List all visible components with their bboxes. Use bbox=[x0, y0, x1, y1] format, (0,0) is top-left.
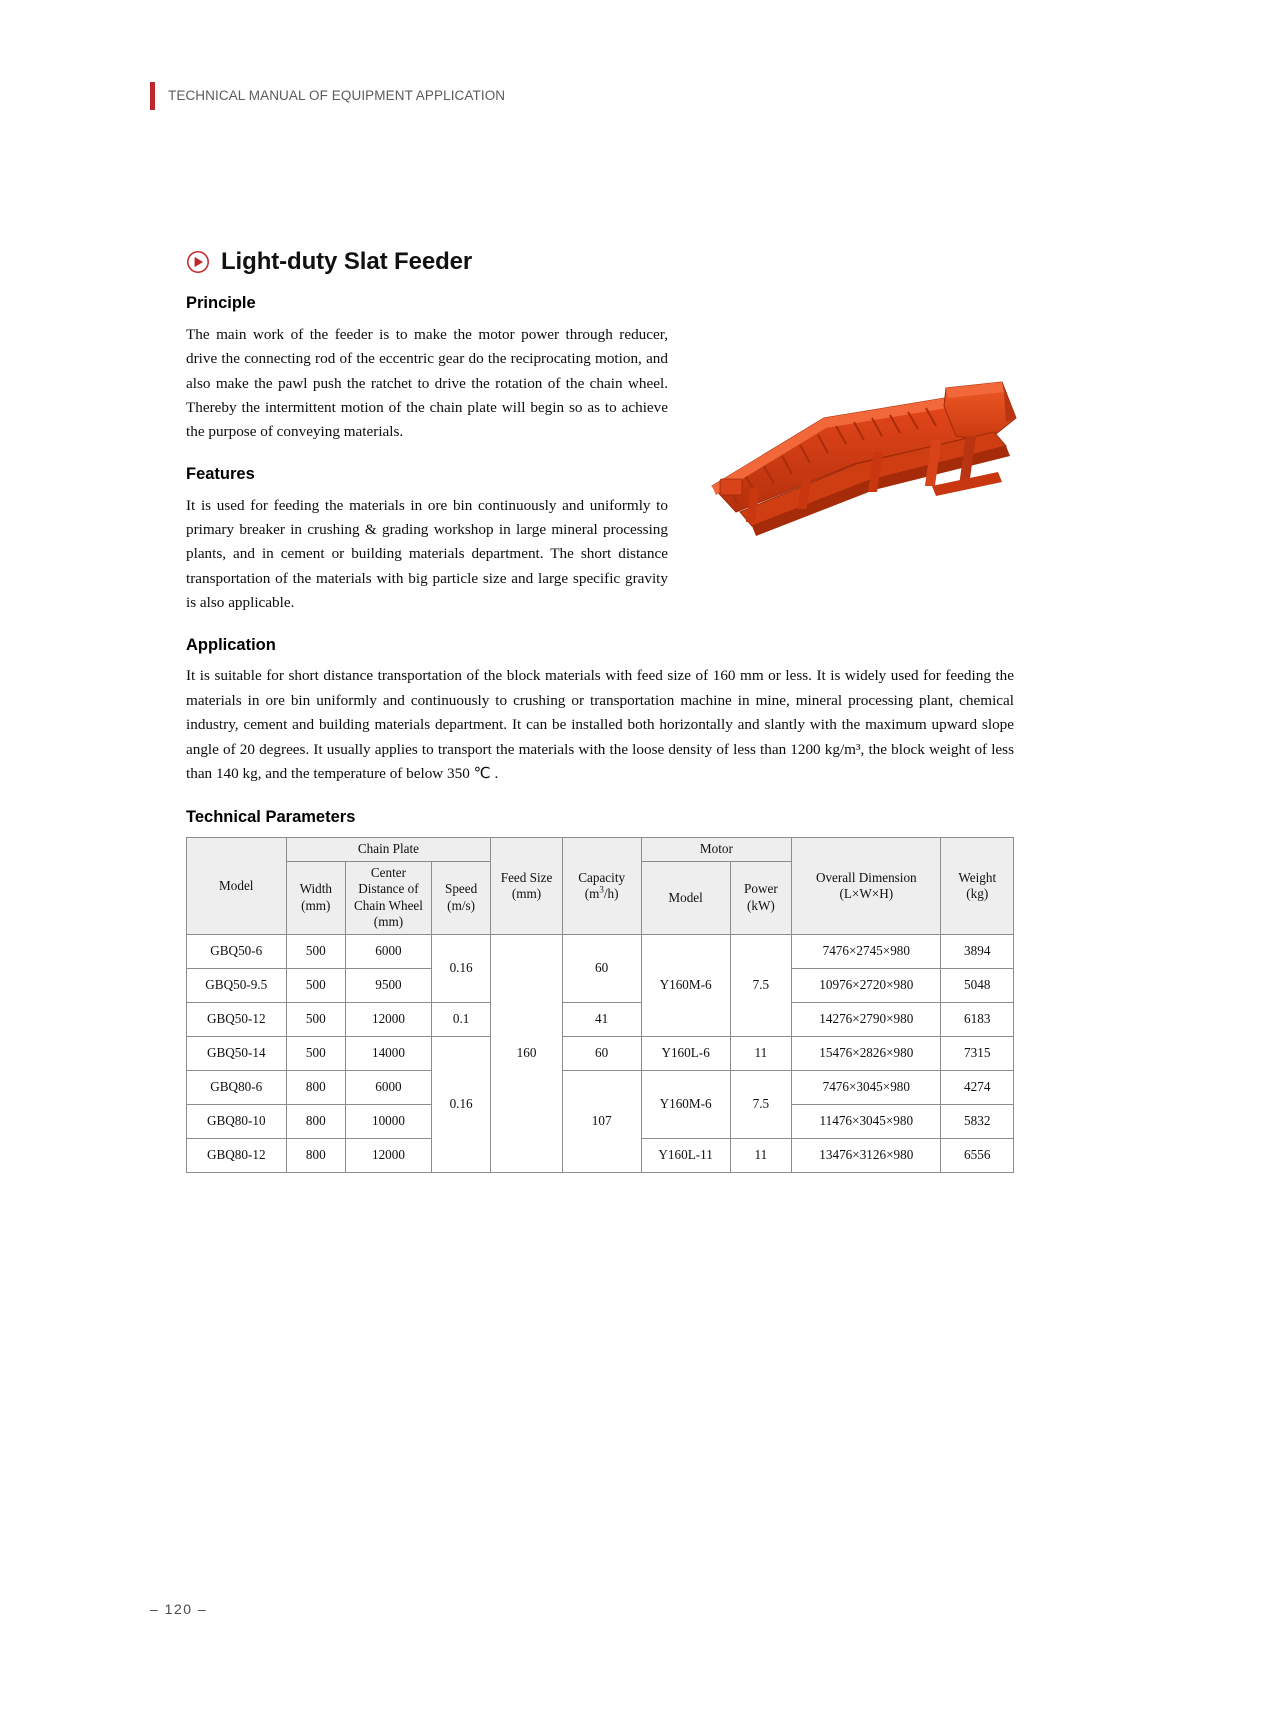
cell-center-distance: 6000 bbox=[346, 934, 432, 968]
cell-weight: 7315 bbox=[941, 1036, 1014, 1070]
section-body-application: It is suitable for short distance transportation of the block materials with feed size of 160 mm or less. It is widely used for feeding the materials in ore bin uniformly and continuously to crushing or transportation machine in mine, mineral processing plant, chemical industry, cement and building materials department. It can be installed both horizontally and slantly with the maximum upward slope angle of 20 degrees. It usually applies to transport the materials with the loose density of less than 1200 kg/m³, the block weight of less than 140 kg, and the temperature of below 350 ℃ . bbox=[186, 667, 1014, 783]
cell-dimension: 11476×3045×980 bbox=[792, 1104, 941, 1138]
cell-model: GBQ50-6 bbox=[187, 934, 287, 968]
cell-center-distance: 12000 bbox=[346, 1002, 432, 1036]
header-center-line3: Chain Wheel bbox=[353, 897, 423, 913]
header-model: Model bbox=[187, 838, 287, 935]
header-center-line1: Center bbox=[370, 864, 407, 880]
header-capacity bbox=[562, 838, 641, 935]
table-row bbox=[187, 1070, 1014, 1104]
header-dimension-line1: Overall Dimension bbox=[815, 869, 917, 885]
cell-speed: 0.1 bbox=[431, 1002, 491, 1036]
running-header-title: TECHNICAL MANUAL OF EQUIPMENT APPLICATION bbox=[168, 88, 506, 103]
running-header bbox=[150, 82, 505, 110]
table-body bbox=[187, 934, 1014, 1172]
page-number-footer: – 120 – bbox=[150, 1601, 208, 1617]
table-header-row-groups bbox=[187, 838, 1014, 862]
cell-weight: 6556 bbox=[941, 1138, 1014, 1172]
cell-model: GBQ80-12 bbox=[187, 1138, 287, 1172]
header-speed-line2: (m/s) bbox=[447, 897, 476, 913]
cell-capacity: 60 bbox=[562, 1036, 641, 1070]
cell-power: 11 bbox=[730, 1036, 792, 1070]
circle-arrow-right-icon bbox=[186, 250, 210, 274]
section-heading-application: Application bbox=[186, 635, 276, 654]
header-width-line1: Width bbox=[299, 881, 333, 897]
header-capacity-line1: Capacity bbox=[578, 869, 626, 885]
cell-width: 800 bbox=[286, 1104, 346, 1138]
page-content bbox=[186, 250, 1014, 1173]
cell-motor-model: Y160M-6 bbox=[641, 934, 730, 1036]
header-power-line1: Power bbox=[744, 881, 778, 897]
section-body-features: It is used for feeding the materials in ore bin continuously and uniformly to primary breaker in crushing & grading workshop in large mineral processing plants, and in cement or building materials department. The short distance transportation of the materials with big particle size and large specific gravity is also applicable. bbox=[186, 496, 668, 612]
cell-center-distance: 12000 bbox=[346, 1138, 432, 1172]
cell-weight: 4274 bbox=[941, 1070, 1014, 1104]
header-overall-dimension bbox=[792, 838, 941, 935]
header-center-distance-of-chain-wheel bbox=[346, 861, 432, 934]
cell-center-distance: 6000 bbox=[346, 1070, 432, 1104]
cell-weight: 3894 bbox=[941, 934, 1014, 968]
cell-power: 11 bbox=[730, 1138, 792, 1172]
header-group-chain-plate: Chain Plate bbox=[286, 838, 491, 862]
cell-weight: 5048 bbox=[941, 968, 1014, 1002]
header-center-line4: (mm) bbox=[373, 914, 404, 930]
header-width-line2: (mm) bbox=[301, 897, 331, 913]
header-feed-size bbox=[491, 838, 562, 935]
header-center-line2: Distance of bbox=[358, 881, 419, 897]
header-motor-power bbox=[730, 861, 792, 934]
section-application bbox=[186, 636, 1014, 787]
cell-power: 7.5 bbox=[730, 934, 792, 1036]
header-dimension-line2: (L×W×H) bbox=[839, 886, 894, 902]
table-header bbox=[187, 838, 1014, 935]
header-speed bbox=[431, 861, 491, 934]
cell-model: GBQ50-9.5 bbox=[187, 968, 287, 1002]
header-motor-model: Model bbox=[641, 861, 730, 934]
header-weight-line2: (kg) bbox=[966, 886, 989, 902]
cell-width: 500 bbox=[286, 1002, 346, 1036]
cell-dimension: 10976×2720×980 bbox=[792, 968, 941, 1002]
cell-center-distance: 9500 bbox=[346, 968, 432, 1002]
cell-capacity: 60 bbox=[562, 934, 641, 1002]
header-capacity-unit: $(m^3/h)$ bbox=[584, 884, 619, 902]
cell-dimension: 13476×3126×980 bbox=[792, 1138, 941, 1172]
cell-center-distance: 14000 bbox=[346, 1036, 432, 1070]
cell-width: 500 bbox=[286, 968, 346, 1002]
cell-width: 500 bbox=[286, 934, 346, 968]
cell-weight: 6183 bbox=[941, 1002, 1014, 1036]
cell-model: GBQ80-6 bbox=[187, 1070, 287, 1104]
cell-weight: 5832 bbox=[941, 1104, 1014, 1138]
header-accent-rule bbox=[150, 82, 155, 110]
page-title-text: Light-duty Slat Feeder bbox=[221, 248, 473, 275]
cell-power: 7.5 bbox=[730, 1070, 792, 1138]
cell-motor-model: Y160M-6 bbox=[641, 1070, 730, 1138]
cell-speed: 0.16 bbox=[431, 934, 491, 1002]
cell-width: 500 bbox=[286, 1036, 346, 1070]
cell-feed-size: 160 bbox=[491, 934, 562, 1172]
page-title bbox=[186, 250, 1014, 274]
cell-width: 800 bbox=[286, 1070, 346, 1104]
section-heading-technical-parameters: Technical Parameters bbox=[186, 808, 356, 827]
table-row bbox=[187, 1002, 1014, 1036]
header-weight bbox=[941, 838, 1014, 935]
header-weight-line1: Weight bbox=[958, 869, 997, 885]
table-row bbox=[187, 934, 1014, 968]
cell-model: GBQ80-10 bbox=[187, 1104, 287, 1138]
header-feed-size-line2: (mm) bbox=[511, 886, 542, 902]
cell-motor-model: Y160L-6 bbox=[641, 1036, 730, 1070]
cell-speed: 0.16 bbox=[431, 1036, 491, 1172]
header-power-line2: (kW) bbox=[746, 897, 775, 913]
table-row bbox=[187, 1036, 1014, 1070]
technical-parameters-table bbox=[186, 837, 1014, 1173]
cell-dimension: 15476×2826×980 bbox=[792, 1036, 941, 1070]
header-speed-line1: Speed bbox=[444, 881, 478, 897]
cell-dimension: 7476×2745×980 bbox=[792, 934, 941, 968]
section-principle bbox=[186, 294, 668, 445]
cell-width: 800 bbox=[286, 1138, 346, 1172]
section-body-principle: The main work of the feeder is to make the motor power through reducer, drive the connecting rod of the eccentric gear do the reciprocating motion, and also make the pawl push the ratchet to drive the rotation of the chain wheel. Thereby the intermittent motion of the chain plate will begin so as to achieve the purpose of conveying materials. bbox=[186, 325, 668, 441]
header-chain-plate-width bbox=[286, 861, 346, 934]
section-heading-features: Features bbox=[186, 464, 255, 483]
cell-model: GBQ50-12 bbox=[187, 1002, 287, 1036]
light-duty-slat-feeder-photo bbox=[694, 336, 1024, 546]
section-heading-principle: Principle bbox=[186, 294, 256, 312]
cell-dimension: 7476×3045×980 bbox=[792, 1070, 941, 1104]
cell-model: GBQ50-14 bbox=[187, 1036, 287, 1070]
cell-capacity: 41 bbox=[562, 1002, 641, 1036]
cell-capacity: 107 bbox=[562, 1070, 641, 1172]
cell-center-distance: 10000 bbox=[346, 1104, 432, 1138]
header-feed-size-line1: Feed Size bbox=[500, 869, 553, 885]
cell-motor-model: Y160L-11 bbox=[641, 1138, 730, 1172]
section-technical-parameters bbox=[186, 808, 1014, 1173]
header-group-motor: Motor bbox=[641, 838, 792, 862]
cell-dimension: 14276×2790×980 bbox=[792, 1002, 941, 1036]
section-features bbox=[186, 465, 668, 616]
